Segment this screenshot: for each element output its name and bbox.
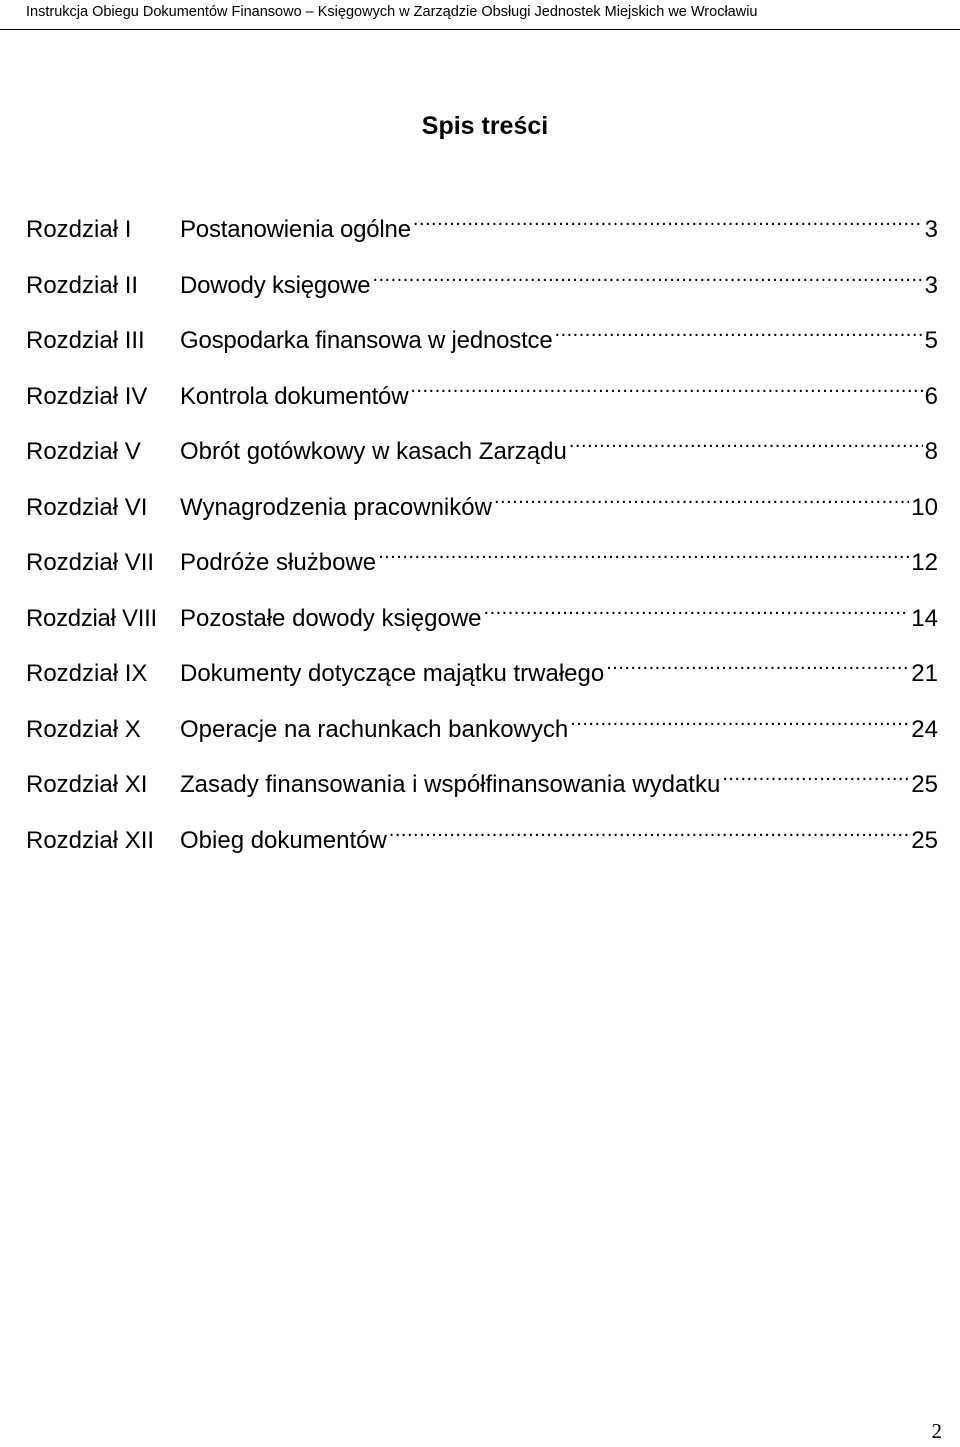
toc-page-number: 14: [911, 604, 938, 632]
toc-entry[interactable]: [26, 197, 938, 253]
toc-dot-leader: [389, 808, 910, 848]
toc-entry[interactable]: [26, 308, 938, 364]
toc-page-number: 25: [911, 826, 938, 854]
toc-page-number: 25: [911, 771, 938, 798]
toc-chapter-label: Rozdział VI: [26, 493, 148, 521]
toc-chapter-label: Rozdział X: [26, 715, 141, 743]
toc-entry-title: Dowody księgowe: [180, 271, 371, 299]
toc-chapter-label: Rozdział XII: [26, 826, 155, 854]
toc-dot-leader: [606, 641, 909, 681]
toc-chapter-label: Rozdział IV: [26, 382, 148, 410]
toc-page-number: 5: [924, 327, 938, 354]
toc-entry[interactable]: [26, 253, 938, 309]
toc-page-number: 3: [924, 271, 938, 299]
toc-dot-leader: [722, 752, 909, 792]
toc-chapter-label: Rozdział XI: [26, 771, 148, 798]
toc-entry-title: Gospodarka finansowa w jednostce: [180, 327, 553, 354]
toc-page-number: 3: [924, 216, 938, 243]
toc-entry-title: Postanowienia ogólne: [180, 216, 411, 243]
toc-chapter-label: Rozdział IX: [26, 660, 148, 687]
toc-dot-leader: [410, 364, 922, 404]
toc-entry-title: Obrót gotówkowy w kasach Zarządu: [180, 438, 567, 465]
running-header: Instrukcja Obiegu Dokumentów Finansowo – Księgowych w Zarządzie Obsługi Jednostek Miejskich we Wrocławiu: [0, 0, 960, 30]
toc-entry[interactable]: [26, 586, 938, 642]
toc-chapter-label: Rozdział V: [26, 438, 141, 465]
toc-page-number: 21: [911, 660, 938, 687]
toc-entry[interactable]: [26, 475, 938, 531]
toc-entry[interactable]: [26, 697, 938, 753]
toc-dot-leader: [413, 197, 923, 237]
toc-chapter-label: Rozdział VIII: [26, 604, 157, 632]
toc-page-number: 6: [924, 382, 938, 410]
toc-title: Spis treści: [421, 112, 549, 140]
toc-entry-title: Zasady finansowania i współfinansowania wydatku: [180, 771, 721, 798]
toc-dot-leader: [372, 253, 922, 293]
toc-page-number: 24: [911, 715, 938, 743]
toc-entry[interactable]: [26, 419, 938, 475]
toc-entry-title: Operacje na rachunkach bankowych: [180, 715, 569, 743]
toc-entry-title: Pozostałe dowody księgowe: [180, 604, 482, 632]
toc-dot-leader: [555, 308, 923, 348]
toc-entry[interactable]: [26, 641, 938, 697]
toc-page-number: 12: [911, 549, 938, 576]
toc-entry-title: Kontrola dokumentów: [180, 382, 409, 410]
toc-chapter-label: Rozdział I: [26, 216, 132, 243]
toc-page-number: 10: [911, 493, 938, 521]
toc-entry[interactable]: [26, 364, 938, 420]
toc-dot-leader: [570, 697, 909, 737]
toc-dot-leader: [569, 419, 923, 459]
toc-entry-title: Dokumenty dotyczące majątku trwałego: [180, 660, 605, 687]
page-number: 2: [931, 1419, 942, 1443]
toc-entry-title: Podróże służbowe: [180, 549, 377, 576]
toc-dot-leader: [494, 475, 909, 515]
toc-entry[interactable]: [26, 808, 938, 864]
toc-chapter-label: Rozdział II: [26, 271, 139, 299]
toc-entry-title: Obieg dokumentów: [180, 826, 387, 854]
toc-dot-leader: [378, 530, 909, 570]
toc-entry[interactable]: [26, 752, 938, 808]
table-of-contents: [26, 197, 938, 863]
toc-page-number: 8: [924, 438, 938, 465]
toc-entry[interactable]: [26, 530, 938, 586]
toc-entry-title: Wynagrodzenia pracowników: [180, 493, 492, 521]
toc-dot-leader: [484, 586, 910, 626]
toc-chapter-label: Rozdział VII: [26, 549, 155, 576]
toc-chapter-label: Rozdział III: [26, 327, 145, 354]
